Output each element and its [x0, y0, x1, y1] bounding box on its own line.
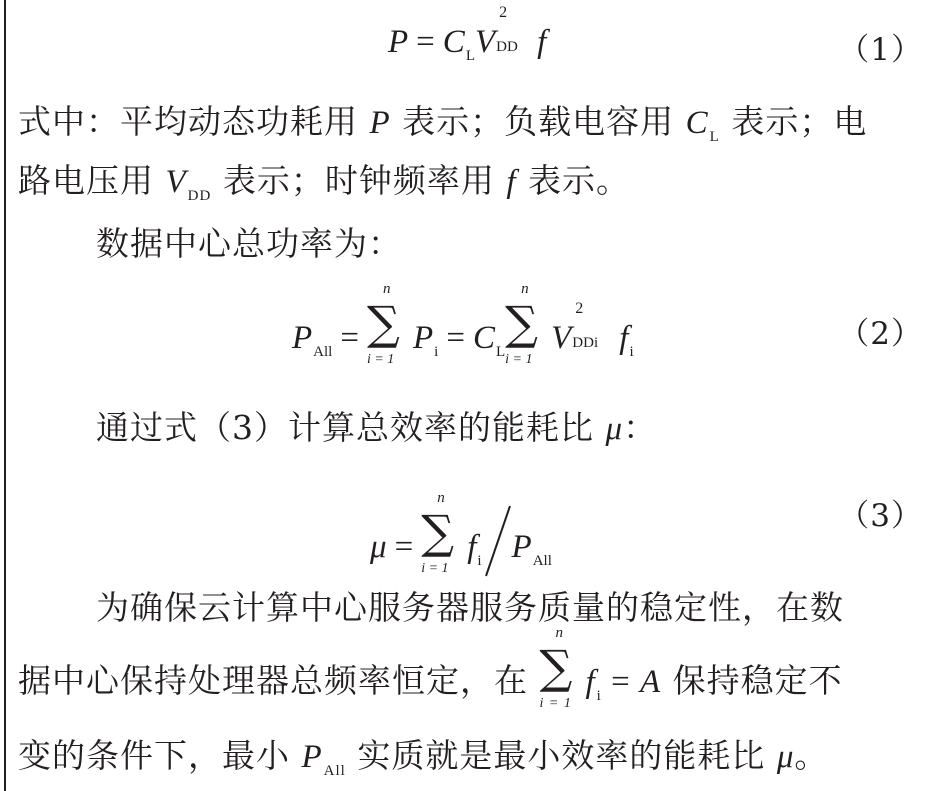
- eq3-slash-divider: [482, 504, 512, 580]
- equation-2-body: [292, 281, 634, 367]
- eq1-f: f: [537, 24, 547, 60]
- eq1-v-sup: 2: [499, 4, 508, 21]
- para4-line3-b: 实质就是最小效率的能耗比: [345, 736, 777, 775]
- eq2-c-sub: L: [495, 344, 506, 360]
- para4-mu: μ: [776, 739, 795, 775]
- eq3-equals: =: [394, 529, 414, 565]
- eq3-sigma: ∑: [421, 505, 455, 559]
- para1-line2-b: 表示；时钟频率用: [211, 161, 507, 200]
- para4-sum-upper: n: [555, 625, 564, 641]
- para3-mu: μ: [605, 411, 624, 447]
- para4-line2-a: 据中心保持处理器总频率恒定，在: [18, 661, 540, 700]
- para1-v-sub: DD: [187, 188, 212, 204]
- eq1-equals: =: [416, 24, 435, 60]
- eq3-sum: [421, 490, 467, 576]
- para4-p: P: [301, 739, 323, 775]
- eq3-mu: μ: [370, 529, 387, 565]
- para1-line2-c: 表示。: [516, 161, 630, 200]
- equation-2: [0, 281, 943, 376]
- para1-line1: [18, 96, 943, 143]
- para1-line2-a: 路电压用: [18, 161, 166, 200]
- eq2-sum2-lower: i = 1: [505, 352, 533, 367]
- eq2-sigma-1: ∑: [366, 296, 400, 350]
- left-border-rule: [4, 0, 6, 791]
- eq2-sum2-upper: n: [521, 281, 529, 297]
- para3-line: [96, 402, 943, 449]
- eq2-pi: P: [412, 320, 434, 356]
- equation-1: [0, 4, 943, 74]
- eq2-c: C: [472, 320, 495, 356]
- eq3-p-sub: All: [532, 553, 552, 569]
- eq2-sum-2: [505, 281, 551, 367]
- para4-sum-lower: i = 1: [539, 696, 572, 711]
- eq3-sum-upper: n: [437, 490, 445, 506]
- para4-sigma: ∑: [539, 640, 574, 694]
- eq1-v-supsub: [495, 4, 537, 55]
- equation-1-body: [388, 4, 547, 64]
- equation-1-number: （1）: [838, 32, 923, 68]
- para1-text-c: 表示；电: [719, 102, 868, 141]
- para3-text: 通过式（3）计算总效率的能耗比: [96, 408, 606, 447]
- eq2-p: P: [292, 320, 313, 356]
- eq2-v-sup: 2: [575, 300, 584, 317]
- eq2-v-supsub: [571, 300, 619, 351]
- para4-line2-b: 保持稳定不: [661, 661, 843, 700]
- para1-p: P: [369, 105, 391, 141]
- para4-line3-c: 。: [794, 736, 829, 775]
- equation-2-number: （2）: [838, 316, 923, 352]
- eq2-pi-sub: i: [434, 344, 439, 360]
- para4-a: A: [639, 664, 662, 700]
- eq2-equals: =: [340, 320, 359, 356]
- para4-line3-a: 变的条件下，最小: [18, 736, 302, 775]
- eq1-v: V: [474, 24, 496, 60]
- para4-equals: =: [601, 664, 640, 700]
- para1-f: f: [506, 164, 517, 200]
- eq2-sum1-lower: i = 1: [366, 352, 395, 367]
- equation-3: [0, 470, 943, 576]
- para1-c: C: [685, 105, 709, 141]
- para1-c-sub: L: [709, 129, 720, 145]
- eq2-sum1-upper: n: [382, 281, 391, 297]
- eq2-sigma-2: ∑: [505, 296, 538, 350]
- eq3-p: P: [511, 529, 532, 565]
- eq2-equals-2: =: [446, 320, 465, 356]
- eq2-v: V: [551, 320, 572, 356]
- para4-line2: [18, 625, 943, 711]
- para4-p-sub: All: [323, 763, 346, 779]
- para1-v: V: [165, 164, 187, 200]
- eq1-c-sub: L: [465, 48, 475, 64]
- para2-line: 数据中心总功率为：: [96, 224, 402, 263]
- para1-text-a: 式中：平均动态功耗用: [18, 102, 370, 141]
- equation-3-number: （3）: [838, 498, 923, 534]
- para4-f-sub: i: [596, 688, 602, 704]
- para4-sum: [539, 625, 586, 711]
- para4-line3: [18, 730, 943, 777]
- eq2-f: f: [619, 320, 629, 356]
- equation-3-body: [370, 490, 552, 576]
- eq3-sum-lower: i = 1: [421, 561, 449, 576]
- eq3-f: f: [467, 529, 477, 565]
- eq2-p-sub: All: [313, 344, 333, 360]
- para1-text-b: 表示；负载电容用: [390, 102, 686, 141]
- eq2-f-sub: i: [629, 344, 634, 360]
- eq1-c: C: [442, 24, 465, 60]
- para1-line2: [18, 155, 943, 202]
- eq3-f-sub: i: [477, 553, 482, 569]
- para4-f: f: [585, 664, 596, 700]
- eq1-p: P: [388, 24, 409, 60]
- eq2-sum-1: [366, 281, 413, 367]
- eq2-v-sub: DDi: [572, 335, 599, 351]
- para3-tail: ：: [623, 408, 658, 447]
- para4-line1: 为确保云计算中心服务器服务质量的稳定性，在数: [96, 588, 844, 627]
- eq1-v-sub: DD: [496, 39, 518, 55]
